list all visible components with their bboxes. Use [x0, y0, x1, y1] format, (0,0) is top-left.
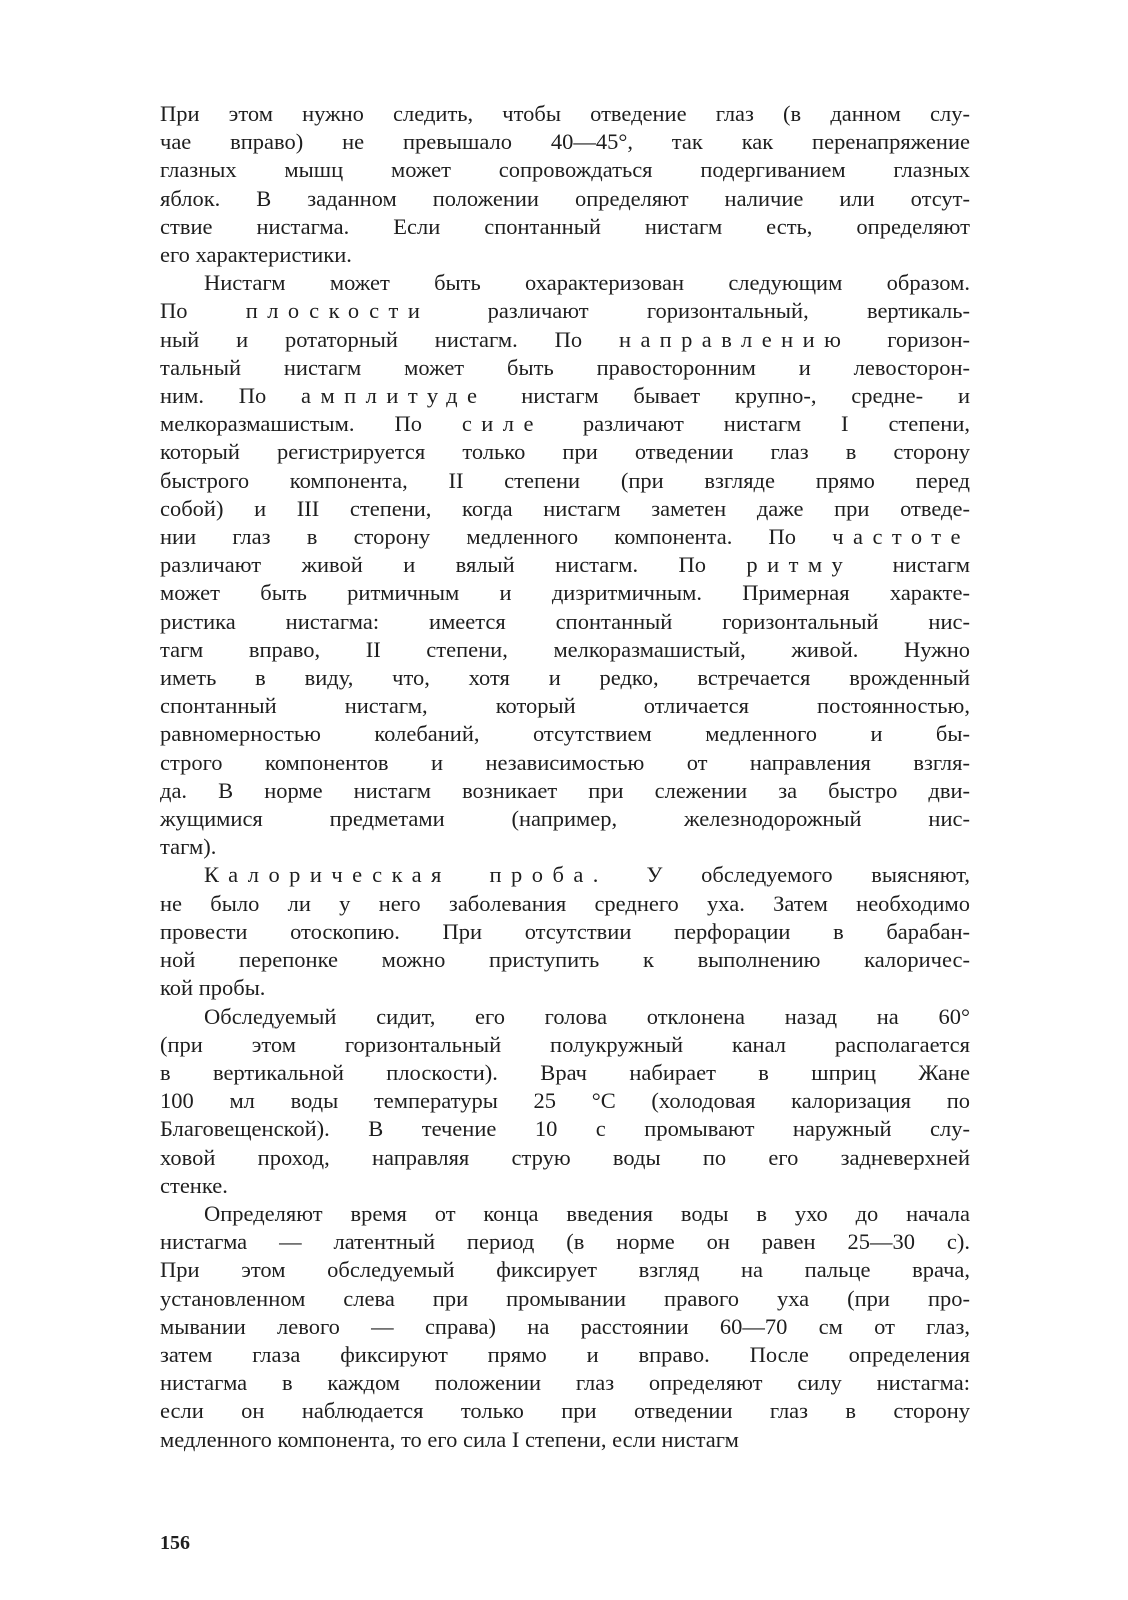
text-line: да. В норме нистагм возникает при слежении за быстро дви- — [160, 777, 970, 803]
text-line: (при этом горизонтальный полукружный канал располагается — [160, 1031, 970, 1057]
text-line: медленного компонента, то его сила I степени, если нистагм — [160, 1426, 739, 1452]
page-number: 156 — [160, 1532, 190, 1554]
text-line: Нистагм может быть охарактеризован следующим образом. — [204, 270, 970, 296]
spaced-emphasis: силе — [461, 411, 543, 437]
text-line: ховой проход, направляя струю воды по его задневерхней — [160, 1144, 970, 1170]
text-line: 100 мл воды температуры 25 °С (холодовая калоризация по — [160, 1088, 970, 1114]
text-line: мывании левого — справа) на расстоянии 60—70 см от глаз, — [160, 1313, 970, 1339]
spaced-emphasis: амплитуде — [301, 383, 487, 409]
paragraph — [160, 1003, 970, 1200]
text-line: в вертикальной плоскости). Врач набирает в шприц Жане — [160, 1059, 970, 1085]
text-line: ристика нистагма: имеется спонтанный горизонтальный нис- — [160, 608, 970, 634]
text-line: При этом нужно следить, чтобы отведение глаз (в данном слу- — [160, 101, 970, 126]
text-line: ный и ротаторный нистагм. По направлению горизон- — [160, 326, 971, 352]
text-line: Обследуемый сидит, его голова отклонена назад на 60° — [204, 1003, 970, 1029]
text-line: тагм). — [160, 834, 217, 860]
text-line: Определяют время от конца введения воды в ухо до начала — [204, 1200, 970, 1226]
spaced-emphasis: направлению — [618, 326, 851, 352]
text-line: чае вправо) не превышало 40—45°, так как перенапряжение — [160, 129, 970, 155]
text-line: если он наблюдается только при отведении глаз в сторону — [160, 1398, 970, 1424]
paragraph — [160, 100, 970, 269]
text-line: собой) и III степени, когда нистагм заметен даже при отведе- — [160, 495, 970, 521]
text-line: может быть ритмичным и дизритмичным. Примерная характе- — [160, 580, 970, 606]
text-line: тагм вправо, II степени, мелкоразмашистый, живой. Нужно — [160, 636, 970, 662]
text-line: жущимися предметами (например, железнодорожный нис- — [160, 806, 970, 832]
paragraph — [160, 269, 970, 861]
text-line: Благовещенской). В течение 10 с промывают наружный слу- — [160, 1116, 970, 1142]
text-line: его характеристики. — [160, 242, 352, 268]
text-line: стенке. — [160, 1172, 228, 1198]
text-line: тальный нистагм может быть правосторонним и левосторон- — [160, 354, 970, 380]
text-line: затем глаза фиксируют прямо и вправо. После определения — [160, 1341, 970, 1367]
text-line: нистагма — латентный период (в норме он равен 25—30 с). — [160, 1229, 970, 1255]
text-line: строго компонентов и независимостью от направления взгля- — [160, 749, 970, 775]
text-line: По плоскости различают горизонтальный, вертикаль- — [160, 298, 971, 324]
text-line: который регистрируется только при отведении глаз в сторону — [160, 439, 970, 465]
paragraph — [160, 861, 970, 1002]
text-line: равномерностью колебаний, отсутствием медленного и бы- — [160, 721, 970, 747]
text-line: кой пробы. — [160, 975, 266, 1001]
text-line: установленном слева при промывании правого уха (при про- — [160, 1285, 970, 1311]
spaced-emphasis: частоте — [832, 524, 970, 550]
text-line: не было ли у него заболевания среднего уха. Затем необходимо — [160, 890, 970, 916]
text-line: различают живой и вялый нистагм. По ритму нистагм — [160, 552, 970, 578]
text-line: спонтанный нистагм, который отличается постоянностью, — [160, 693, 970, 719]
text-line: ной перепонке можно приступить к выполнению калоричес- — [160, 947, 970, 973]
text-line: яблок. В заданном положении определяют наличие или отсут- — [160, 185, 970, 211]
text-line: нистагма в каждом положении глаз определяют силу нистагма: — [160, 1370, 970, 1396]
text-line: Калорическая проба. У обследуемого выясняют, — [204, 862, 971, 888]
text-line: иметь в виду, что, хотя и редко, встречается врожденный — [160, 665, 970, 691]
spaced-emphasis: плоскости — [245, 298, 430, 324]
text-line: глазных мышц может сопровождаться подергиванием глазных — [160, 157, 970, 183]
page-body — [160, 100, 970, 1454]
text-line: При этом обследуемый фиксирует взгляд на пальце врача, — [160, 1257, 970, 1283]
paragraph — [160, 1200, 970, 1454]
text-line: нии глаз в сторону медленного компонента. По частоте — [160, 524, 970, 550]
spaced-emphasis: Калорическая — [204, 862, 451, 888]
spaced-emphasis: ритму — [746, 552, 853, 578]
text-line: ствие нистагма. Если спонтанный нистагм есть, определяют — [160, 213, 970, 239]
text-line: мелкоразмашистым. По силе различают нистагм I степени, — [160, 411, 970, 437]
text-line: ним. По амплитуде нистагм бывает крупно-, средне- и — [160, 383, 970, 409]
text-line: провести отоскопию. При отсутствии перфорации в барабан- — [160, 918, 970, 944]
spaced-emphasis: проба. — [489, 862, 608, 888]
text-line: быстрого компонента, II степени (при взгляде прямо перед — [160, 467, 970, 493]
